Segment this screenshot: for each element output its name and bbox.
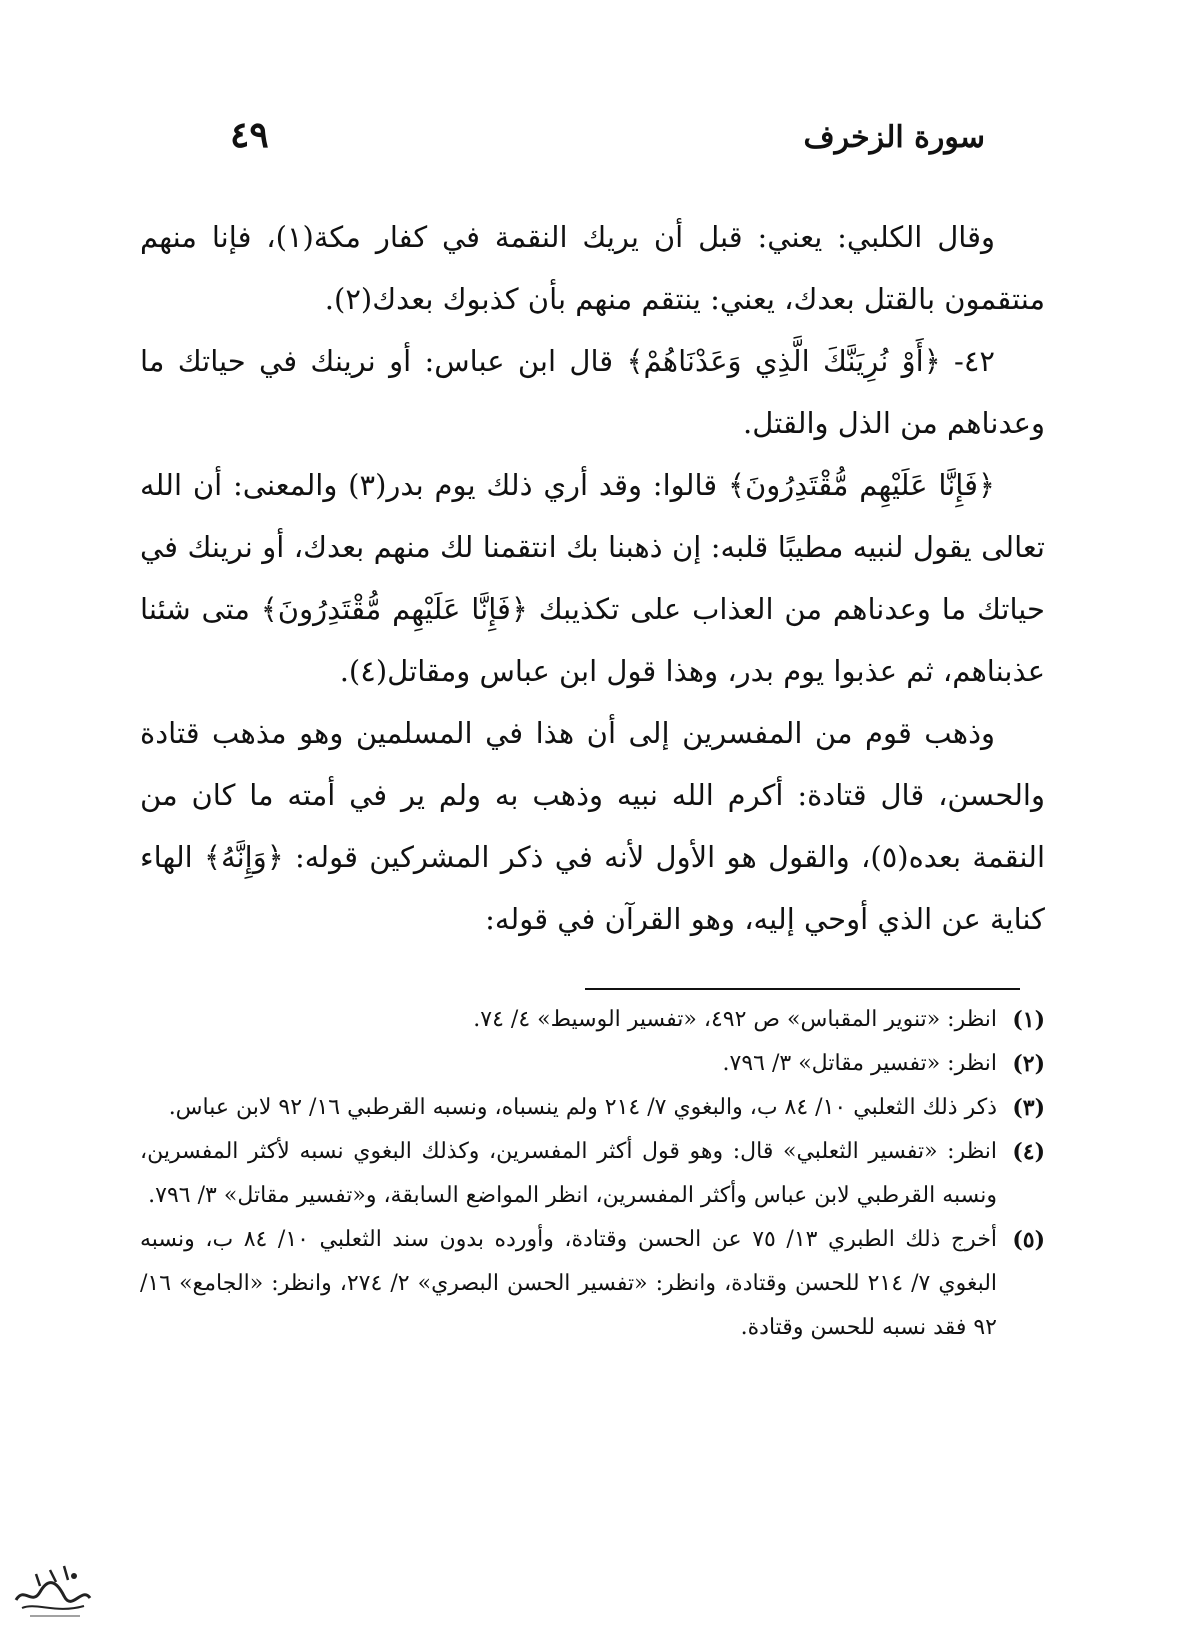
- footnote-4: [140, 1130, 1045, 1218]
- footnote-number: (١): [1012, 1007, 1045, 1033]
- paragraph-3: ﴿فَإِنَّا عَلَيْهِم مُّقْتَدِرُونَ﴾ قالوا: وقد أري ذلك يوم بدر(٣) والمعنى: أن الله تعالى يقول لنبيه مطيبًا قلبه: إن ذهبنا بك انتقمنا لك منهم بعدك، أو نرينك في حياتك ما وعدناهم من العذاب على تكذيبك ﴿فَإِنَّا عَلَيْهِم مُّقْتَدِرُونَ﴾ متى شئنا عذبناهم، ثم عذبوا يوم بدر، وهذا قول ابن عباس ومقاتل(٤).: [140, 468, 1045, 688]
- footnote-3: [140, 1086, 1045, 1130]
- footnote-text: انظر: «تنوير المقباس» ص ٤٩٢، «تفسير الوسيط» ٤/ ٧٤.: [473, 1007, 997, 1032]
- footnote-text: انظر: «تفسير مقاتل» ٣/ ٧٩٦.: [722, 1051, 997, 1076]
- surah-title: سورة الزخرف: [803, 120, 985, 155]
- footnote-text: أخرج ذلك الطبري ١٣/ ٧٥ عن الحسن وقتادة، وأورده بدون سند الثعلبي ١٠/ ٨٤ ب، ونسبه البغوي ٧/ ٢١٤ للحسن وقتادة، وانظر: «تفسير الحسن البصري» ٢/ ٢٧٤، وانظر: «الجامع» ١٦/ ٩٢ فقد نسبه للحسن وقتادة.: [140, 1227, 998, 1340]
- page-header: [140, 114, 1045, 170]
- footnote-divider: [585, 988, 1020, 990]
- footnotes: [140, 998, 1045, 1350]
- main-text: [140, 206, 1045, 950]
- footnote-text: انظر: «تفسير الثعلبي» قال: وهو قول أكثر المفسرين، وكذلك البغوي نسبه لأكثر المفسرين، ونسبه القرطبي لابن عباس وأكثر المفسرين، انظر المواضع السابقة، و«تفسير مقاتل» ٣/ ٧٩٦.: [140, 1139, 997, 1208]
- footnote-number: (٣): [1012, 1095, 1045, 1121]
- publisher-logo-icon: [10, 1556, 96, 1624]
- footnote-number: (٥): [1012, 1227, 1045, 1253]
- page-number: ٤٩: [230, 114, 269, 156]
- footnote-text: ذكر ذلك الثعلبي ١٠/ ٨٤ ب، والبغوي ٧/ ٢١٤ ولم ينسباه، ونسبه القرطبي ١٦/ ٩٢ لابن عباس.: [168, 1095, 997, 1120]
- paragraph-4: وذهب قوم من المفسرين إلى أن هذا في المسلمين وهو مذهب قتادة والحسن، قال قتادة: أكرم الله نبيه وذهب به ولم ير في أمته ما كان من النقمة بعده(٥)، والقول هو الأول لأنه في ذكر المشركين قوله: ﴿وَإِنَّهُ﴾ الهاء كناية عن الذي أوحي إليه، وهو القرآن في قوله:: [140, 716, 1045, 936]
- paragraph-1: وقال الكلبي: يعني: قبل أن يريك النقمة في كفار مكة(١)، فإنا منهم منتقمون بالقتل بعدك، يعني: ينتقم منهم بأن كذبوك بعدك(٢).: [140, 220, 1045, 316]
- footnote-1: [140, 998, 1045, 1042]
- footnote-5: [140, 1218, 1045, 1350]
- footnote-number: (٤): [1012, 1139, 1045, 1165]
- paragraph-2: ٤٢- ﴿أَوْ نُرِيَنَّكَ الَّذِي وَعَدْنَاهُمْ﴾ قال ابن عباس: أو نرينك في حياتك ما وعدناهم من الذل والقتل.: [140, 344, 1045, 440]
- footnote-number: (٢): [1012, 1051, 1045, 1077]
- footnote-2: [140, 1042, 1045, 1086]
